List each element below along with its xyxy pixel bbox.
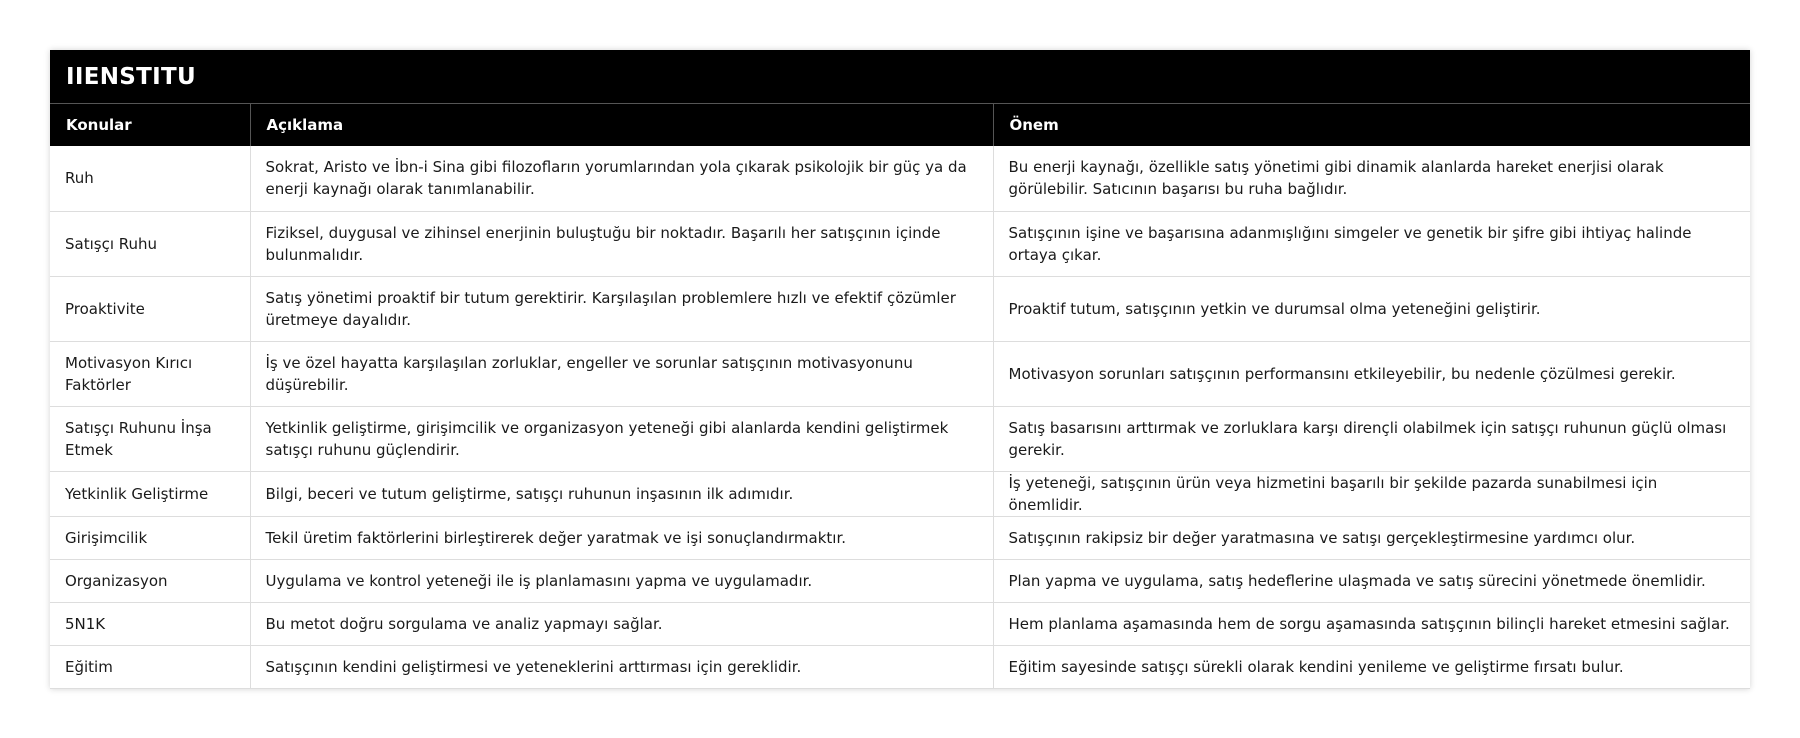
- cell-description: Yetkinlik geliştirme, girişimcilik ve organizasyon yeteneği gibi alanlarda kendini geliştirmek satışçı ruhunu güçlendirir.: [250, 406, 993, 471]
- topics-table: [50, 104, 1750, 689]
- cell-topic: Satışçı Ruhu: [50, 211, 250, 276]
- cell-importance: Hem planlama aşamasında hem de sorgu aşamasında satışçının bilinçli hareket etmesini sağlar.: [993, 602, 1750, 645]
- table-row: [50, 645, 1750, 688]
- cell-importance: Proaktif tutum, satışçının yetkin ve durumsal olma yeteneğini geliştirir.: [993, 276, 1750, 341]
- cell-importance: İş yeteneği, satışçının ürün veya hizmetini başarılı bir şekilde pazarda sunabilmesi için önemlidir.: [993, 471, 1750, 516]
- cell-topic: Satışçı Ruhunu İnşa Etmek: [50, 406, 250, 471]
- cell-description: Satış yönetimi proaktif bir tutum gerektirir. Karşılaşılan problemlere hızlı ve efektif çözümler üretmeye dayalıdır.: [250, 276, 993, 341]
- table-row: [50, 516, 1750, 559]
- cell-importance: Bu enerji kaynağı, özellikle satış yönetimi gibi dinamik alanlarda hareket enerjisi olarak görülebilir. Satıcının başarısı bu ruha bağlıdır.: [993, 146, 1750, 211]
- cell-importance: Eğitim sayesinde satışçı sürekli olarak kendini yenileme ve geliştirme fırsatı bulur.: [993, 645, 1750, 688]
- table-row: [50, 471, 1750, 516]
- cell-importance: Satışçının rakipsiz bir değer yaratmasına ve satışı gerçekleştirmesine yardımcı olur.: [993, 516, 1750, 559]
- brand-title: IIENSTITU: [50, 50, 1750, 104]
- cell-topic: Ruh: [50, 146, 250, 211]
- table-row: [50, 559, 1750, 602]
- header-onem: Önem: [993, 104, 1750, 146]
- table-row: [50, 602, 1750, 645]
- table-row: [50, 276, 1750, 341]
- cell-description: Tekil üretim faktörlerini birleştirerek değer yaratmak ve işi sonuçlandırmaktır.: [250, 516, 993, 559]
- content-card: [50, 50, 1750, 689]
- cell-description: Bu metot doğru sorgulama ve analiz yapmayı sağlar.: [250, 602, 993, 645]
- table-row: [50, 406, 1750, 471]
- cell-description: Uygulama ve kontrol yeteneği ile iş planlamasını yapma ve uygulamadır.: [250, 559, 993, 602]
- cell-description: Satışçının kendini geliştirmesi ve yeteneklerini arttırması için gereklidir.: [250, 645, 993, 688]
- table-row: [50, 211, 1750, 276]
- cell-description: Bilgi, beceri ve tutum geliştirme, satışçı ruhunun inşasının ilk adımıdır.: [250, 471, 993, 516]
- cell-topic: Proaktivite: [50, 276, 250, 341]
- table-header-row: [50, 104, 1750, 146]
- cell-topic: Motivasyon Kırıcı Faktörler: [50, 341, 250, 406]
- cell-importance: Motivasyon sorunları satışçının performansını etkileyebilir, bu nedenle çözülmesi gerekir.: [993, 341, 1750, 406]
- cell-importance: Satış basarısını arttırmak ve zorluklara karşı dirençli olabilmek için satışçı ruhunun güçlü olması gerekir.: [993, 406, 1750, 471]
- cell-importance: Plan yapma ve uygulama, satış hedeflerine ulaşmada ve satış sürecini yönetmede önemlidir.: [993, 559, 1750, 602]
- cell-importance: Satışçının işine ve başarısına adanmışlığını simgeler ve genetik bir şifre gibi ihtiyaç halinde ortaya çıkar.: [993, 211, 1750, 276]
- cell-description: Fiziksel, duygusal ve zihinsel enerjinin buluştuğu bir noktadır. Başarılı her satışçının içinde bulunmalıdır.: [250, 211, 993, 276]
- cell-topic: Organizasyon: [50, 559, 250, 602]
- header-konular: Konular: [50, 104, 250, 146]
- table-row: [50, 341, 1750, 406]
- cell-topic: Eğitim: [50, 645, 250, 688]
- cell-topic: Yetkinlik Geliştirme: [50, 471, 250, 516]
- cell-description: İş ve özel hayatta karşılaşılan zorluklar, engeller ve sorunlar satışçının motivasyonunu düşürebilir.: [250, 341, 993, 406]
- header-aciklama: Açıklama: [250, 104, 993, 146]
- cell-topic: 5N1K: [50, 602, 250, 645]
- cell-topic: Girişimcilik: [50, 516, 250, 559]
- table-row: [50, 146, 1750, 211]
- cell-description: Sokrat, Aristo ve İbn-i Sina gibi filozofların yorumlarından yola çıkarak psikolojik bir güç ya da enerji kaynağı olarak tanımlanabilir.: [250, 146, 993, 211]
